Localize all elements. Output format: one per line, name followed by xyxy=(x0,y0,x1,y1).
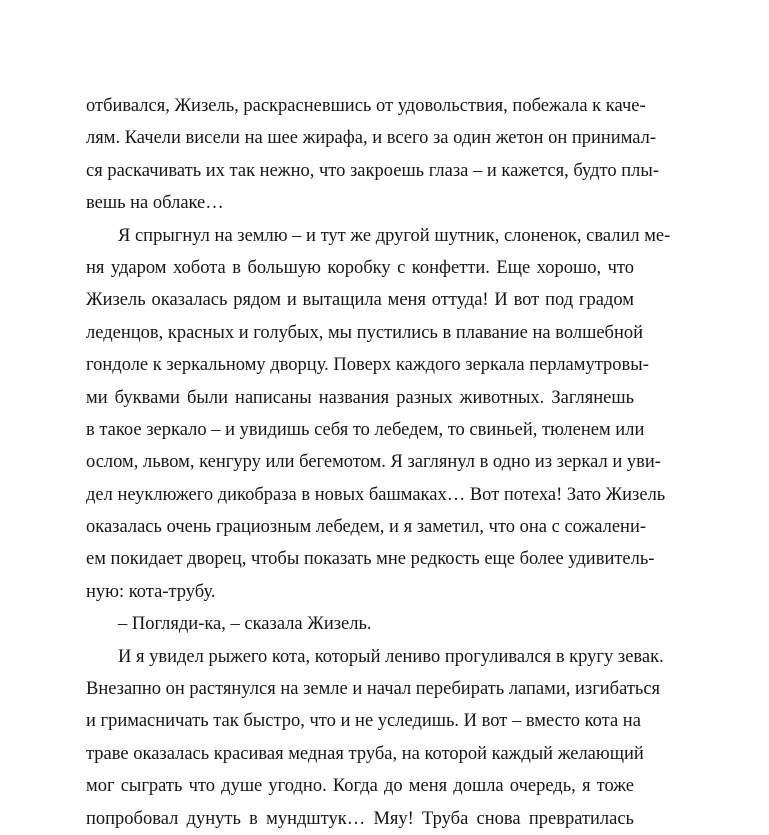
text-line: И я увидел рыжего кота, который лениво прогуливался в кругу зевак. xyxy=(118,646,664,667)
text-line: ную: кота-трубу. xyxy=(86,581,216,602)
text-line: ослом, львом, кенгуру или бегемотом. Я заглянул в одно из зеркал и уви- xyxy=(86,452,661,473)
text-line: леденцов, красных и голубых, мы пустились в плавание на волшебной xyxy=(86,322,644,343)
text-line: Я спрыгнул на землю – и тут же другой шутник, слоненок, свалил ме- xyxy=(118,225,671,246)
text-line: траве оказалась красивая медная труба, на которой каждый желающий xyxy=(86,743,644,764)
text-line: и гримасничать так быстро, что и не уследишь. И вот – вместо кота на xyxy=(86,711,641,732)
text-line: дел неуклюжего дикобраза в новых башмаках… Вот потеха! Зато Жизель xyxy=(86,484,666,505)
text-line: ми буквами были написаны названия разных животных. Заглянешь xyxy=(86,387,634,408)
text-line: Внезапно он растянулся на земле и начал перебирать лапами, изгибаться xyxy=(86,679,661,700)
text-line: лям. Качели висели на шее жирафа, и всего за один жетон он принимал- xyxy=(86,128,657,149)
body-text xyxy=(86,90,671,835)
text-line: в такое зеркало – и увидишь себя то лебедем, то свиньей, тюленем или xyxy=(86,419,645,440)
text-line: отбивался, Жизель, раскрасневшись от удовольствия, побежала к каче- xyxy=(86,96,646,116)
text-line: Жизель оказалась рядом и вытащила меня оттуда! И вот под градом xyxy=(86,290,634,311)
text-line: ся раскачивать их так нежно, что закроешь глаза – и кажется, будто плы- xyxy=(86,160,659,181)
text-line: мог сыграть что душе угодно. Когда до меня дошла очередь, я тоже xyxy=(86,776,634,797)
text-line: вешь на облаке… xyxy=(86,193,224,214)
text-line: оказалась очень грациозным лебедем, и я заметил, что она с сожалени- xyxy=(86,517,647,538)
text-line: – Погляди-ка, – сказала Жизель. xyxy=(118,614,372,635)
text-line: ем покидает дворец, чтобы показать мне редкость еще более удивитель- xyxy=(86,549,655,570)
text-line: попробовал дунуть в мундштук… Мяу! Труба снова превратилась xyxy=(86,808,634,829)
text-line: ня ударом хобота в большую коробку с конфетти. Еще хорошо, что xyxy=(86,257,634,278)
text-line: гондоле к зеркальному дворцу. Поверх каждого зеркала перламутровы- xyxy=(86,355,649,376)
